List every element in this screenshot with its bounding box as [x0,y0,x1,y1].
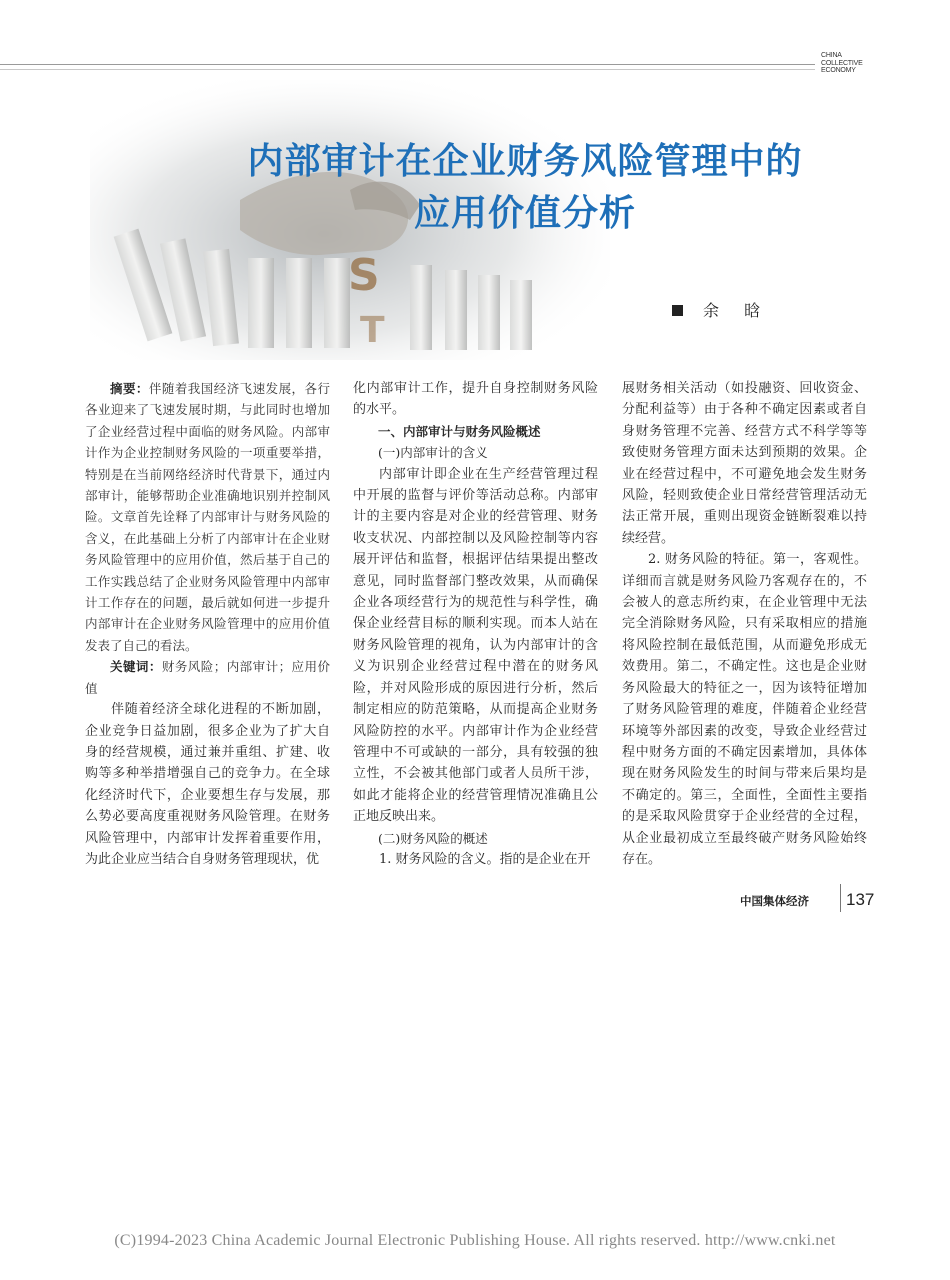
title-line-2: 应用价值分析 [413,193,636,234]
journal-logo-line: CHINA [821,52,842,59]
journal-logo [821,52,881,75]
article-title [180,136,870,240]
intro-paragraph: 化内部审计工作，提升自身控制财务风险的水平。 [353,381,598,418]
abstract [85,378,330,656]
copyright-line: (C)1994-2023 China Academic Journal Electronic Publishing House. All rights reserved. http://www.cnki.net [114,1232,836,1249]
page-number: 137 [846,890,875,909]
author-byline [672,298,770,321]
subsection-heading: (一)内部审计的含义 [378,445,488,461]
text-column-1 [85,378,330,870]
paragraph: 展财务相关活动（如投融资、回收资金、分配利益等）由于各种不确定因素或者自身财务管理不完善、经营方式不科学等等致使财务管理方面未达到预期的效果。企业在经营过程中，不可避免地会发生财务风险，轻则致使企业日常经营管理活动无法正常开展，重则出现资金链断裂难以持续经营。 [622,381,867,546]
footer-divider [840,884,841,912]
journal-logo-line: COLLECTIVE [821,59,863,67]
text-column-2 [353,378,598,870]
abstract-text: 伴随着我国经济飞速发展，各行各业迎来了飞速发展时期，与此同时也增加了企业经营过程中面临的财务风险。内部审计作为企业控制财务风险的一项重要举措，特别是在当前网络经济时代背景下，通过内部审计，能够帮助企业准确地识别并控制风险。文章首先诠释了内部审计与财务风险的含义，在此基础上分析了内部审计在企业财务风险管理中的应用价值，然后基于自己的工作实践总结了企业财务风险管理中内部审计工作存在的问题，最后就如何进一步提升内部审计在企业财务风险管理中的应用价值发表了自己的看法。 [85,381,330,653]
subsection-heading: (二)财务风险的概述 [378,830,488,846]
author-name: 余 晗 [703,301,771,320]
abstract-label: 摘要： [110,381,149,396]
title-line-1: 内部审计在企业财务风险管理中的 [247,141,803,182]
footer-journal-name: 中国集体经济 [740,894,809,908]
header-rule-secondary [0,69,815,70]
keywords-text: 财务风险；内部审计；应用价值 [85,659,330,696]
header-rule [0,64,815,65]
keywords [85,656,330,699]
section-heading: 一、内部审计与财务风险概述 [378,423,541,439]
keywords-label: 关键词： [110,659,162,675]
paragraph: 2. 财务风险的特征。第一，客观性。详细而言就是财务风险乃客观存在的，不会被人的意志所约束，在企业管理中无法完全消除财务风险，只有采取相应的措施将风险控制在最低范围，从而避免形成无效费用。第二，不确定性。这也是企业财务风险最大的特征之一，因为该特征增加了财务风险管理的难度，伴随着企业经营环境等外部因素的改变，导致企业经营过程中财务方面的不确定因素增加，具体体现在财务风险发生的时间与带来后果均是不确定的。第三，全面性，全面性主要指的是采取风险贯穿于企业经营的全过程，从企业最初成立至最终破产财务风险始终存在。 [622,552,867,867]
text-column-3 [622,378,867,870]
square-bullet-icon [672,305,683,316]
paragraph: 1. 财务风险的含义。指的是企业在开 [379,851,591,867]
svg-text:T: T [360,310,385,351]
paragraph: 内部审计即企业在生产经营管理过程中开展的监督与评价等活动总称。内部审计的主要内容是对企业的经营管理、财务收支状况、内部控制以及风险控制等内容展开评估和监督，根据评估结果提出整改意见，同时监督部门整改效果，从而确保企业各项经营行为的规范性与科学性，确保企业经营目标的顺利实现。而本人站在财务风险管理的视角，认为内部审计的含义为识别企业经营过程中潜在的财务风险，并对风险形成的原因进行分析，然后制定相应的防范策略，从而提高企业财务风险防控的水平。内部审计作为企业经营管理中不可或缺的一部分，具有较强的独立性，不会被其他部门或者人员所干涉，如此才能将企业的经营管理情况准确且公正地反映出来。 [353,466,598,825]
intro-paragraph: 伴随着经济全球化进程的不断加剧，企业竞争日益加剧，很多企业为了扩大自身的经营规模，通过兼并重组、扩建、收购等多种举措增强自己的竞争力。在全球化经济时代下，企业要想生存与发展，那么势必要高度重视财务风险管理。在财务风险管理中，内部审计发挥着重要作用，为此企业应当结合自身财务管理现状，优 [85,702,330,867]
journal-logo-line: ECONOMY [821,67,856,74]
svg-text:S: S [348,250,380,301]
